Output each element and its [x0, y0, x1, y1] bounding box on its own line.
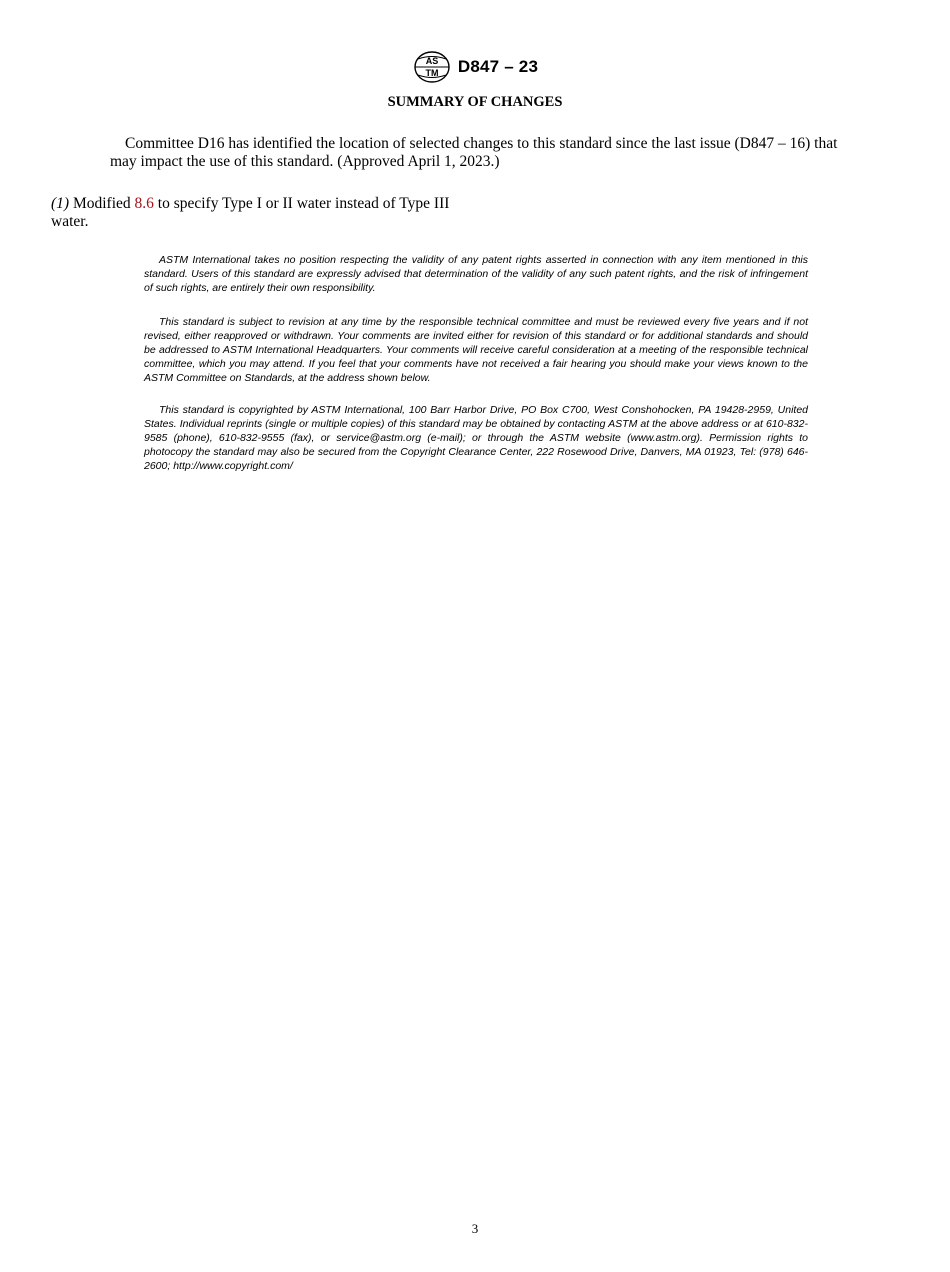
summary-title: SUMMARY OF CHANGES	[387, 94, 563, 110]
change-text-after: to specify Type I or II water instead of Type III water.	[51, 195, 450, 230]
page-number: 3	[471, 1221, 479, 1236]
change-text-before: Modified	[69, 195, 135, 212]
astm-logo-icon	[412, 50, 452, 84]
svg-text:AS: AS	[425, 56, 439, 66]
page-header	[0, 50, 950, 89]
revision-notice: This standard is subject to revision at any time by the responsible technical committee and must be reviewed every five years and if not revised, either reapproved or withdrawn. Your comments are invited either for revision of this standard or for additional standards and should be addressed to ASTM International Headquarters. Your comments will receive careful consideration at a meeting of the responsible technical committee, which you may attend. If you feel that your comments have not received a fair hearing you should make your views known to the ASTM Committee on Standards, at the address shown below.	[144, 316, 808, 384]
change-number: (1)	[51, 195, 70, 212]
patent-notice: ASTM International takes no position respecting the validity of any patent rights asserted in connection with any item mentioned in this standard. Users of this standard are expressly advised that determination of the validity of any such patent rights, and the risk of infringement of such rights, are entirely their own responsibility.	[144, 254, 808, 294]
change-item	[51, 195, 471, 231]
summary-intro: Committee D16 has identified the location of selected changes to this standard since the last issue (D847 – 16) that may impact the use of this standard. (Approved April 1, 2023.)	[110, 135, 838, 170]
standard-designation: D847 – 23	[457, 57, 539, 76]
section-reference-link[interactable]: 8.6	[134, 195, 154, 212]
copyright-notice: This standard is copyrighted by ASTM International, 100 Barr Harbor Drive, PO Box C700, West Conshohocken, PA 19428-2959, United States. Individual reprints (single or multiple copies) of this standard may be obtained by contacting ASTM at the above address or at 610-832-9585 (phone), 610-832-9555 (fax), or service@astm.org (e-mail); or through the ASTM website (www.astm.org). Permission rights to photocopy the standard may also be secured from the Copyright Clearance Center, 222 Rosewood Drive, Danvers, MA 01923, Tel: (978) 646-2600; http://www.copyright.com/	[144, 404, 808, 472]
svg-text:TM: TM	[425, 68, 439, 78]
